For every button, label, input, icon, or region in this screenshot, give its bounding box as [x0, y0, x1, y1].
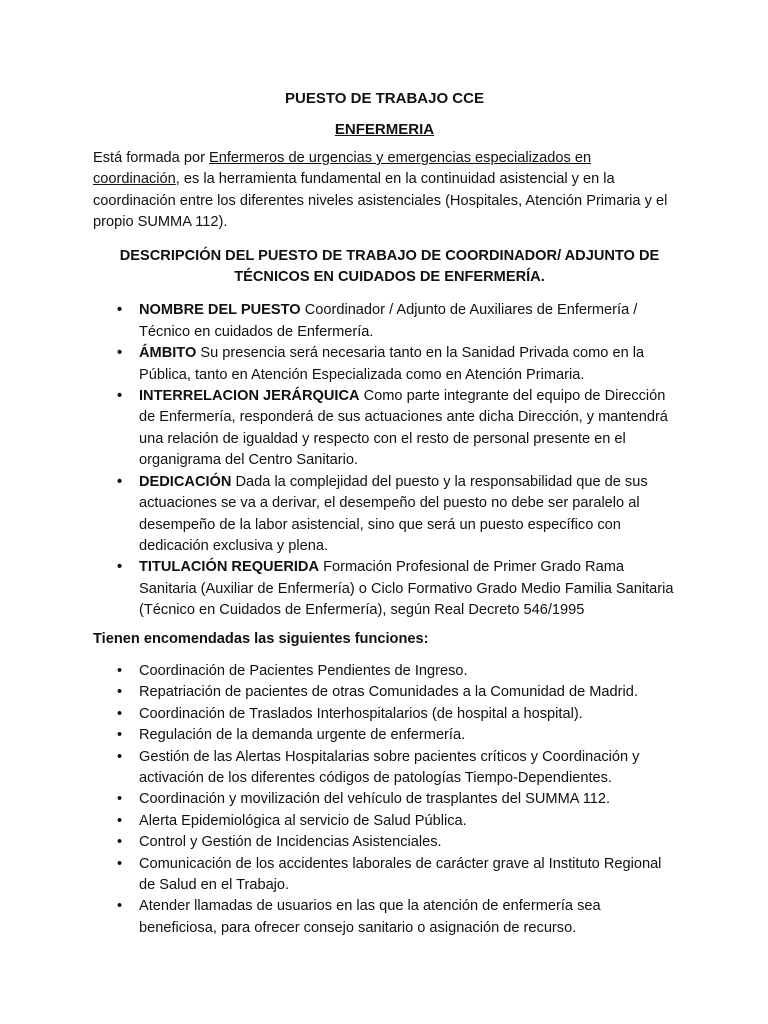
bullet-text: Coordinador / Adjunto de Auxiliares de Enfermería / Técnico en cuidados de Enfermería.	[139, 302, 638, 340]
list-item: • Regulación de la demanda urgente de enfermería.	[93, 725, 676, 746]
list-item: • Gestión de las Alertas Hospitalarias sobre pacientes críticos y Coordinación y activación de los diferentes códigos de patologías Tiempo-Dependientes.	[93, 747, 676, 790]
intro-paragraph	[93, 148, 676, 234]
section-heading-line1: DESCRIPCIÓN DEL PUESTO DE TRABAJO DE COORDINADOR/ ADJUNTO DE	[119, 247, 660, 264]
list-item: • Coordinación de Pacientes Pendientes de Ingreso.	[93, 661, 676, 682]
list-item: • Coordinación y movilización del vehículo de trasplantes del SUMMA 112.	[93, 789, 676, 810]
intro-suffix: , es la herramienta fundamental en la continuidad asistencial y en la coordinación entre los diferentes niveles asistenciales (Hospitales, Atención Primaria y el propio SUMMA 112).	[93, 171, 668, 231]
functions-list	[93, 661, 676, 939]
intro-underlined: Enfermeros de urgencias y emergencias especializados en coordinación	[93, 150, 592, 188]
section-heading	[93, 246, 676, 289]
bullet-text: Como parte integrante del equipo de Dirección de Enfermería, responderá de sus actuaciones ante dicha Dirección, y mantendrá una relación de igualdad y respecto con el resto de personal presente en el organigrama del Centro Sanitario.	[139, 388, 668, 469]
list-item: • Comunicación de los accidentes laborales de carácter grave al Instituto Regional de Salud en el Trabajo.	[93, 854, 676, 897]
document-subtitle	[93, 119, 676, 141]
list-item: • Control y Gestión de Incidencias Asistenciales.	[93, 832, 676, 853]
bullet-label: ÁMBITO	[139, 345, 197, 362]
list-item: • Coordinación de Traslados Interhospitalarios (de hospital a hospital).	[93, 704, 676, 725]
document-title: PUESTO DE TRABAJO CCE	[285, 90, 484, 107]
list-item	[93, 386, 676, 472]
subtitle-text: ENFERMERIA	[334, 121, 435, 138]
bullet-text: Su presencia será necesaria tanto en la Sanidad Privada como en la Pública, tanto en Atención Especializada como en Atención Primaria.	[139, 345, 645, 383]
bullet-label: DEDICACIÓN	[139, 473, 232, 490]
list-item: • Atender llamadas de usuarios en las que la atención de enfermería sea beneficiosa, para ofrecer consejo sanitario o asignación de recurso.	[93, 896, 676, 939]
bullet-label: INTERRELACION JERÁRQUICA	[139, 388, 360, 405]
job-description-list	[93, 300, 676, 621]
intro-prefix: Está formada por	[93, 150, 209, 166]
bullet-label: TITULACIÓN REQUERIDA	[139, 559, 319, 576]
bullet-label: NOMBRE DEL PUESTO	[139, 302, 301, 319]
list-item: • Alerta Epidemiológica al servicio de Salud Pública.	[93, 811, 676, 832]
functions-heading: Tienen encomendadas las siguientes funciones:	[93, 630, 429, 647]
list-item	[93, 472, 676, 558]
bullet-text: Formación Profesional de Primer Grado Rama Sanitaria (Auxiliar de Enfermería) o Ciclo Formativo Grado Medio Familia Sanitaria (Técnico en Cuidados de Enfermería), según Real Decreto 546/1995	[139, 559, 674, 619]
list-item	[93, 300, 676, 343]
list-item	[93, 343, 676, 386]
list-item: • Repatriación de pacientes de otras Comunidades a la Comunidad de Madrid.	[93, 682, 676, 703]
section-heading-line2: TÉCNICOS EN CUIDADOS DE ENFERMERÍA.	[234, 269, 545, 286]
list-item	[93, 557, 676, 621]
bullet-text: Dada la complejidad del puesto y la responsabilidad que de sus actuaciones se va a derivar, el desempeño del puesto no debe ser paralelo al desempeño de la labor asistencial, sino que será un puesto específico con dedicación exclusiva y plena.	[139, 473, 648, 554]
